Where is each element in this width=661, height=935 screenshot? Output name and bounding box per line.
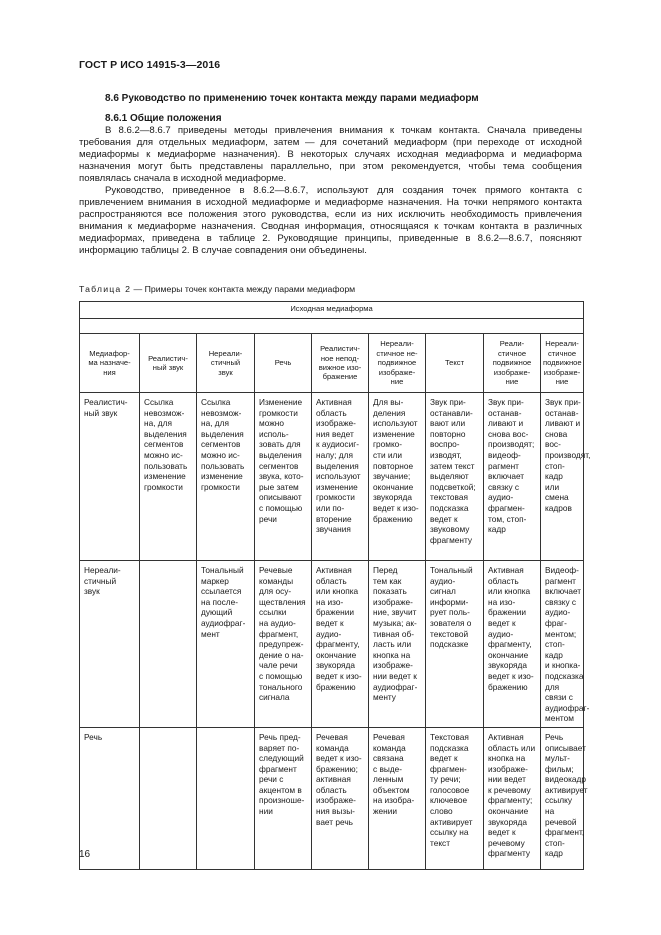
table-cell: Речь описывает мульт- фильм; видеокадр активирует ссылку на речевой фрагмент, стоп-кадр (541, 727, 584, 869)
table-caption-text: — Примеры точек контакта между парами медиаформ (131, 284, 356, 294)
table-caption-label: Таблица 2 (79, 284, 132, 294)
column-header: Реалистич- ный звук (140, 334, 197, 393)
table-cell: Активная область или кнопка на изображе- нии ведет к речевому фрагменту; окончание звукоряда ведет к речевому фрагменту (484, 727, 541, 869)
table-cell: Видеоф- рагмент включает связку с аудио- фраг- ментом; стоп-кадр и кнопка- подсказка для связи с аудиофраг- ментом (541, 561, 584, 728)
subsection-title: 8.6.1 Общие положения (105, 113, 222, 124)
table-cell: Звук при- останав- ливают и снова вос- производят, стоп-кадр или смена кадров (541, 393, 584, 561)
column-header: Реалистич- ное непод- вижное изо- бражение (312, 334, 369, 393)
column-header: Медиафор- ма назначе- ния (80, 334, 140, 393)
table-cell: Активная область или кнопка на изо- бражении ведет к аудио- фрагменту, окончание звукоряда ведет к изо- бражению (484, 561, 541, 728)
table-row (80, 561, 584, 728)
table-row (80, 393, 584, 561)
table-cell: Звук при- останав- ливают и снова вос- производят; видеоф- рагмент включает связку с аудио- фрагмен- том, стоп- кадр (484, 393, 541, 561)
column-header: Нереали- стичное подвижное изображе- ние (541, 334, 584, 393)
table-cell: Перед тем как показать изображе- ние, звучит музыка; ак- тивная об- ласть или кнопка на изображе- нии ведет к аудиофраг- менту (369, 561, 426, 728)
group-header-cell: Исходная медиаформа (80, 302, 584, 319)
table-cell: Тональный аудио- сигнал информи- рует поль- зователя о текстовой подсказке (426, 561, 484, 728)
table-spacer-row (80, 319, 584, 334)
table-group-header-row (80, 302, 584, 319)
table-cell: Речь (80, 727, 140, 869)
column-header: Реали- стичное подвижное изображе- ние (484, 334, 541, 393)
paragraph-intro: В 8.6.2—8.6.7 приведены методы привлечения внимания к точкам контакта. Сначала приведены требования для отдельных медиаформ, затем — для сочетаний медиаформ (при переходе от исходной медиаформы к медиаформе назначения). В некоторых случаях исходная медиаформа и медиаформа назначения могут быть представлены параллельно, при этом рекомендуется, чтобы тема сообщения появлялась сначала в исходной медиаформе. (79, 124, 582, 184)
table-cell: Речевая команда связана с выде- ленным объектом на изобра- жении (369, 727, 426, 869)
column-header: Нереали- стичный звук (197, 334, 255, 393)
table-cell: Реалистич- ный звук (80, 393, 140, 561)
table-cell: Нереали- стичный звук (80, 561, 140, 728)
table-cell: Речь пред- варяет по- следующий фрагмент речи с акцентом в произноше- нии (255, 727, 312, 869)
section-title: 8.6 Руководство по применению точек контакта между парами медиаформ (105, 93, 479, 104)
table-cell (140, 727, 197, 869)
spacer-cell (80, 319, 584, 334)
table-cell: Изменение громкости можно исполь- зовать для выделения сегментов звука, кото- рые затем описывают с помощью речи (255, 393, 312, 561)
table-cell (197, 727, 255, 869)
paragraph-guidance: Руководство, приведенное в 8.6.2—8.6.7, используют для создания точек прямого контакта с привлечением внимания в исходной медиаформе и медиаформе назначения. На точки непрямого контакта распространяются все положения этого руководства, если из них исключить необходимость привлечения внимания к медиаформе назначения. Сводная информация, относящаяся к точкам контакта в различных медиаформах, приведена в таблице 2. Руководящие принципы, приведенные в 8.6.2—8.6.7, поясняют информацию таблицы 2. В случае совпадения они объединены. (79, 185, 582, 257)
table-cell: Тональный маркер ссылается на после- дующий аудиофраг- мент (197, 561, 255, 728)
table-cell: Ссылка невозмож- на, для выделения сегментов можно ис- пользовать изменение громкости (140, 393, 197, 561)
table-cell: Речевая команда ведет к изо- бражению; активная область изображе- ния вызы- вает речь (312, 727, 369, 869)
column-header: Речь (255, 334, 312, 393)
page-number: 16 (79, 849, 91, 860)
table-cell: Для вы- деления используют изменение громко- сти или повторное звучание; окончание звукоряда ведет к изо- бражению (369, 393, 426, 561)
table-cell (140, 561, 197, 728)
table-cell: Речевые команды для осу- ществления ссылки на аудио- фрагмент, предупреж- дение о на- чале речи с помощью тонального сигнала (255, 561, 312, 728)
table-row (80, 727, 584, 869)
table-caption (79, 284, 355, 294)
column-header: Текст (426, 334, 484, 393)
table-cell: Активная область или кнопка на изо- бражении ведет к аудио- фрагменту, окончание звукоряда ведет к изо- бражению (312, 561, 369, 728)
column-header: Нереали- стичное не- подвижное изображе- ние (369, 334, 426, 393)
table-cell: Звук при- останавли- вают или повторно воспро- изводят, затем текст выделяют подсветкой; текстовая подсказка ведет к звуковому фрагменту (426, 393, 484, 561)
table-column-header-row (80, 334, 584, 393)
document-header: ГОСТ Р ИСО 14915-3—2016 (79, 59, 221, 71)
table-cell: Активная область изображе- ния ведет к аудиосиг- налу; для выделения используют изменение громкости или по- вторение звучания (312, 393, 369, 561)
table-cell: Ссылка невозмож- на, для выделения сегментов можно ис- пользовать изменение громкости (197, 393, 255, 561)
table-cell: Текстовая подсказка ведет к фрагмен- ту речи; голосовое ключевое слово активирует ссылку на текст (426, 727, 484, 869)
media-contact-table (79, 301, 591, 870)
